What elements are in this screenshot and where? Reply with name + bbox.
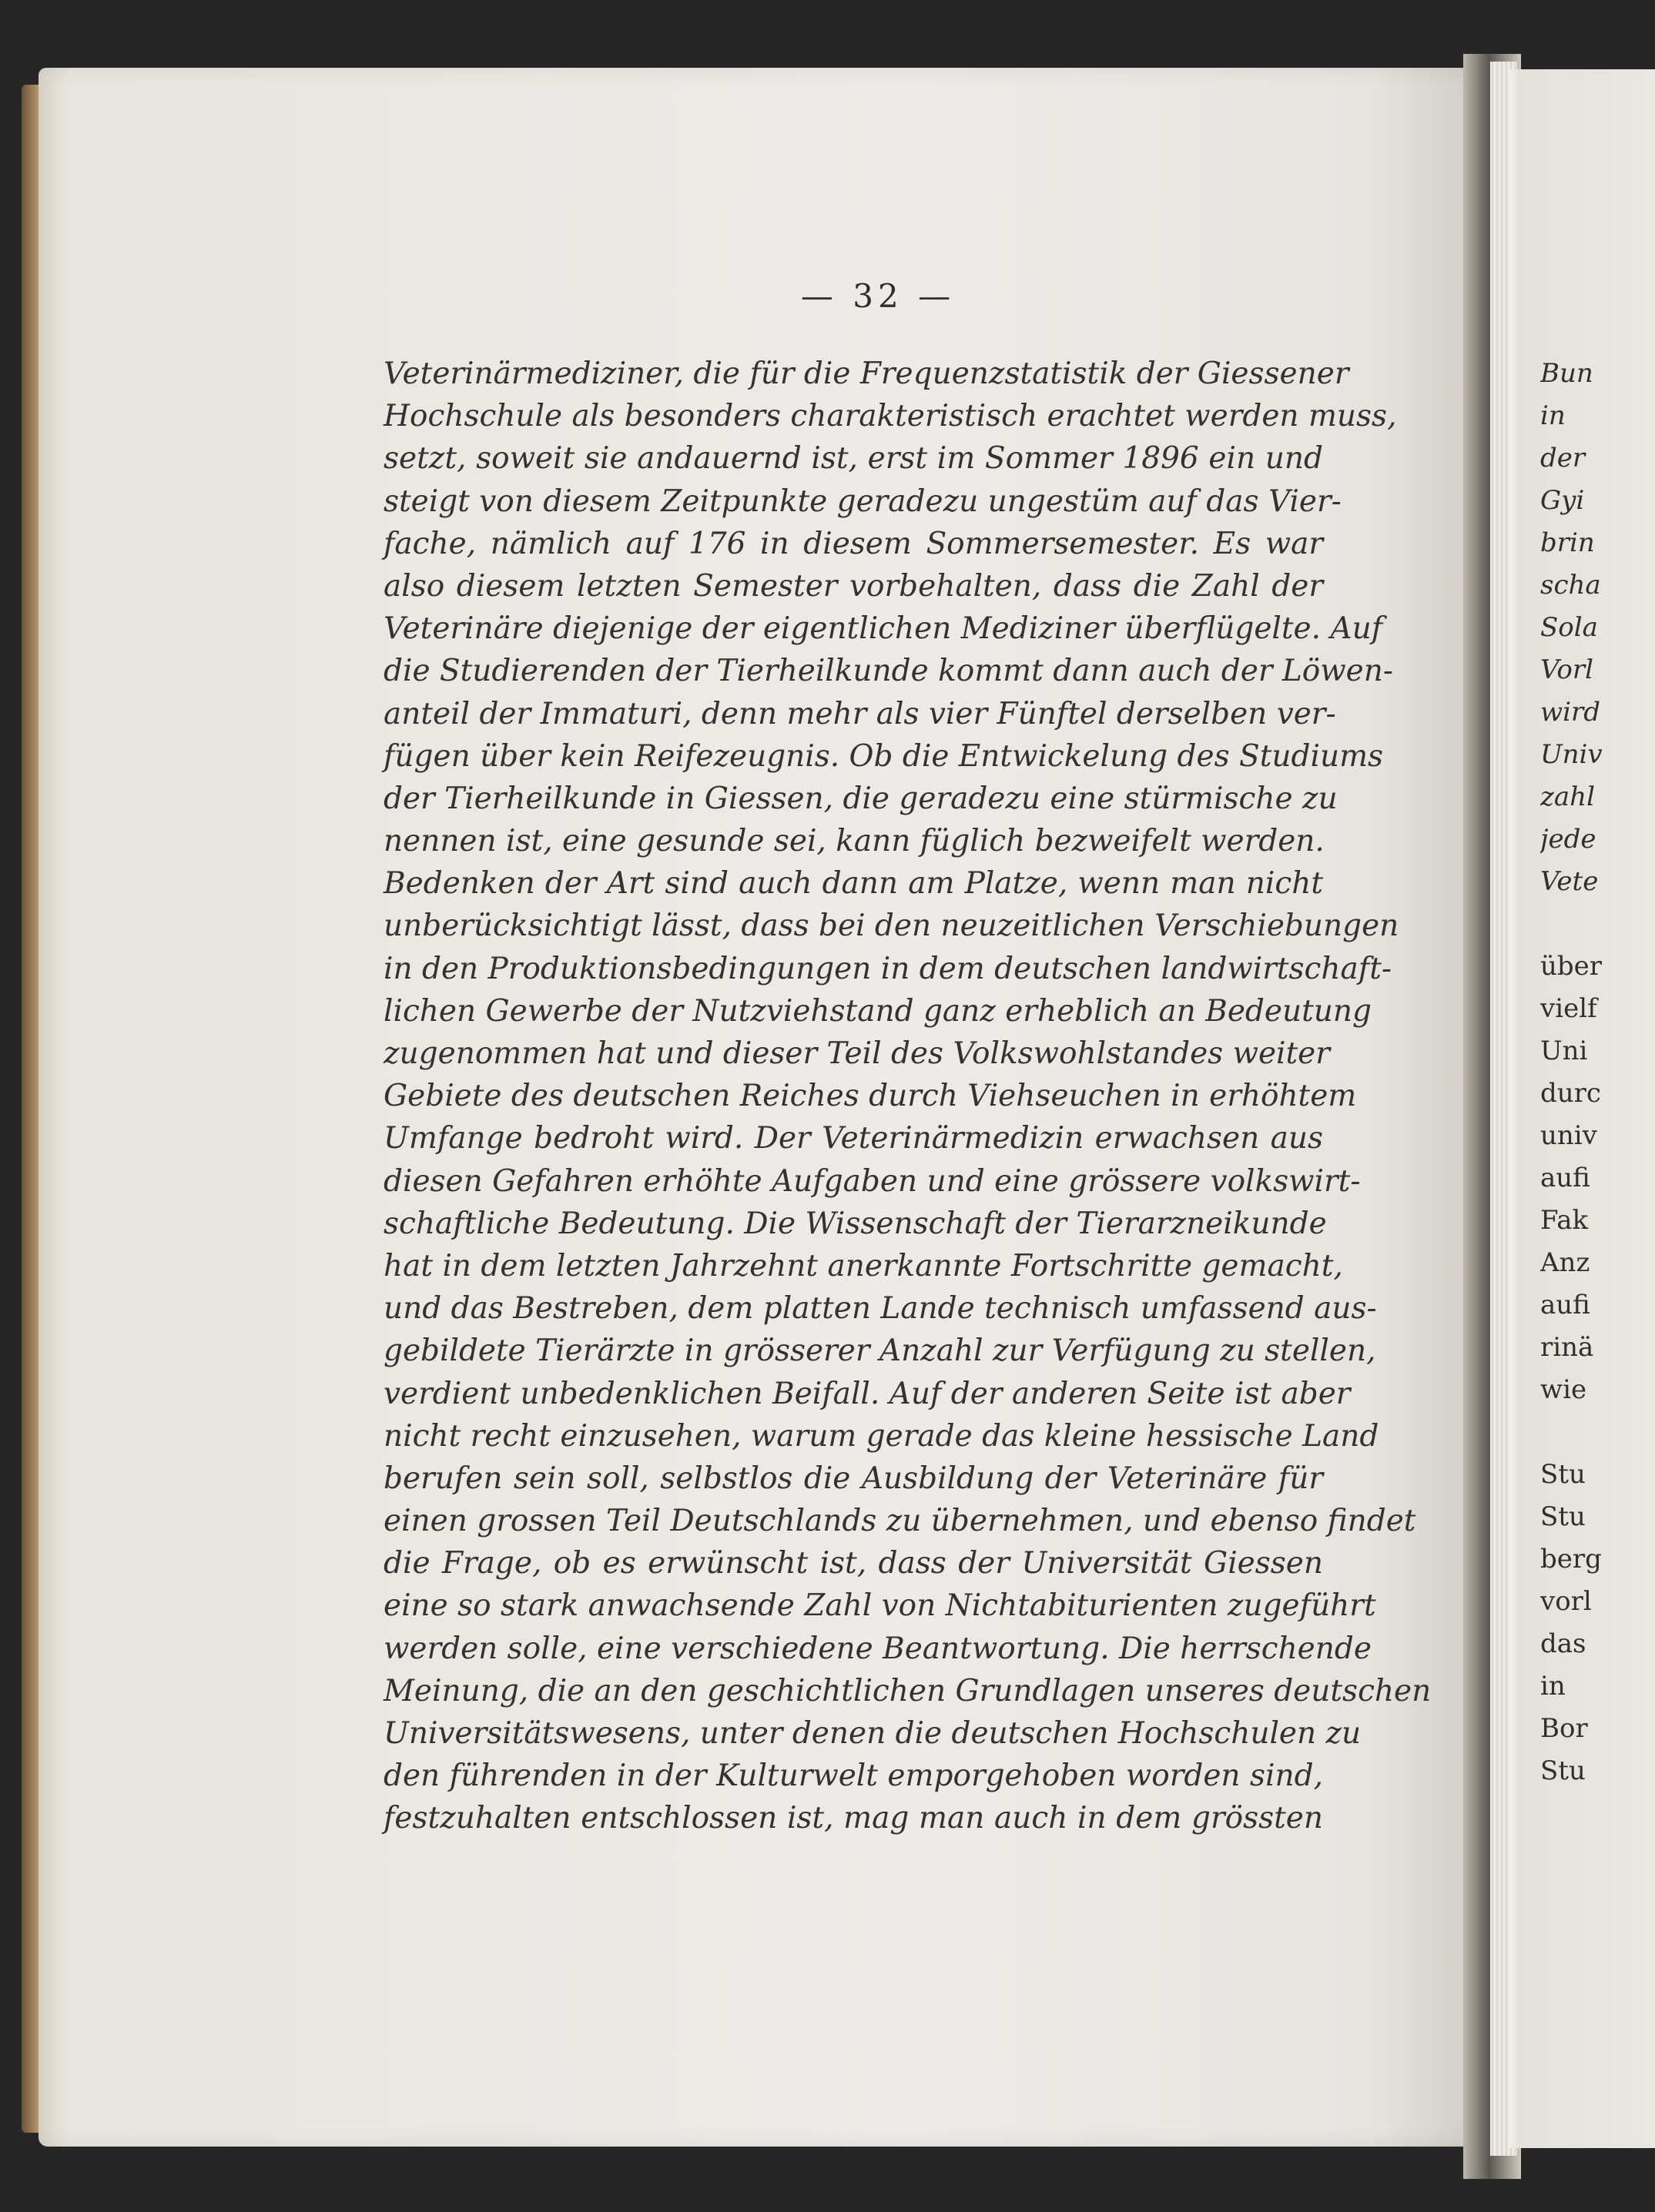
text-line: also diesem letzten Semester vorbehalten, dass die Zahl der: [384, 568, 1323, 604]
facing-page-fragment: scha: [1540, 570, 1601, 601]
text-line: einen grossen Teil Deutschlands zu übernehmen, und ebenso findet: [384, 1504, 1416, 1539]
text-line: diesen Gefahren erhöhte Aufgaben und eine grössere volkswirt-: [384, 1163, 1361, 1199]
text-line: Universitätswesens, unter denen die deutschen Hochschulen zu: [384, 1716, 1362, 1751]
text-line: Bedenken der Art sind auch dann am Platze, wenn man nicht: [384, 866, 1323, 902]
page-number: — 32 —: [800, 277, 956, 315]
facing-page-fragment: Uni: [1540, 1036, 1588, 1066]
text-line: Umfange bedroht wird. Der Veterinärmedizin erwachsen aus: [384, 1121, 1323, 1156]
text-line: Veterinärmediziner, die für die Frequenzstatistik der Giessener: [384, 356, 1349, 391]
text-line: lichen Gewerbe der Nutzviehstand ganz erheblich an Bedeutung: [384, 993, 1372, 1029]
facing-page-fragment: univ: [1540, 1120, 1597, 1151]
facing-page-fragment: Bun: [1540, 358, 1593, 389]
facing-page-fragment: berg: [1540, 1544, 1602, 1575]
facing-page-fragment: vorl: [1540, 1586, 1592, 1617]
facing-page-fragment: Stu: [1540, 1459, 1586, 1490]
facing-page-fragment: wie: [1540, 1374, 1587, 1405]
facing-page-fragment: aufi: [1540, 1163, 1590, 1193]
facing-page-fragment: rinä: [1540, 1332, 1594, 1363]
facing-page-fragment: Bor: [1540, 1713, 1588, 1744]
text-line: fügen über kein Reifezeugnis. Ob die Entwickelung des Studiums: [384, 738, 1384, 774]
text-line: gebildete Tierärzte in grösserer Anzahl zur Verfügung zu stellen,: [384, 1334, 1376, 1369]
text-line: die Studierenden der Tierheilkunde kommt dann auch der Löwen-: [384, 654, 1394, 689]
facing-page-fragment: Stu: [1540, 1501, 1586, 1532]
text-line: festzuhalten entschlossen ist, mag man auch in dem grössten: [384, 1801, 1323, 1836]
text-line: Veterinäre diejenige der eigentlichen Mediziner überflügelte. Auf: [384, 611, 1383, 647]
facing-page-fragment: Vete: [1540, 866, 1599, 897]
text-line: Hochschule als besonders charakteristisch erachtet werden muss,: [384, 399, 1397, 434]
facing-page-fragment: Sola: [1540, 612, 1598, 643]
text-line: nicht recht einzusehen, warum gerade das kleine hessische Land: [384, 1418, 1379, 1454]
facing-page-fragment: brin: [1540, 527, 1595, 558]
text-line: schaftliche Bedeutung. Die Wissenschaft der Tierarzneikunde: [384, 1206, 1327, 1241]
text-line: Gebiete des deutschen Reiches durch Viehseuchen in erhöhtem: [384, 1079, 1357, 1114]
text-line: verdient unbedenklichen Beifall. Auf der anderen Seite ist aber: [384, 1376, 1351, 1411]
facing-page-text: [1540, 353, 1655, 1792]
text-line: unberücksichtigt lässt, dass bei den neuzeitlichen Verschiebungen: [384, 909, 1399, 944]
text-line: Meinung, die an den geschichtlichen Grundlagen unseres deutschen: [384, 1673, 1432, 1708]
facing-page-fragment: Univ: [1540, 739, 1603, 770]
text-line: hat in dem letzten Jahrzehnt anerkannte Fortschritte gemacht,: [384, 1248, 1343, 1283]
facing-page-fragment: über: [1540, 951, 1603, 982]
facing-page-fragment: Fak: [1540, 1205, 1589, 1236]
text-line: berufen sein soll, selbstlos die Ausbildung der Veterinäre für: [384, 1461, 1323, 1496]
facing-page-fragment: in: [1540, 400, 1566, 431]
text-line: die Frage, ob es erwünscht ist, dass der Universität Giessen: [384, 1546, 1323, 1581]
facing-page-fragment: der: [1540, 443, 1586, 474]
facing-page-fragment: Gyi: [1540, 485, 1585, 516]
text-line: der Tierheilkunde in Giessen, die geradezu eine stürmische zu: [384, 781, 1338, 816]
body-text: [384, 353, 1432, 1840]
facing-page-fragment: aufi: [1540, 1290, 1590, 1320]
facing-page-fragment: das: [1540, 1628, 1586, 1659]
facing-page-fragment: Vorl: [1540, 654, 1594, 685]
fragment-spacer: [1540, 903, 1655, 945]
text-line: fache, nämlich auf 176 in diesem Sommersemester. Es war: [384, 526, 1323, 561]
facing-page-fragment: Stu: [1540, 1755, 1586, 1786]
facing-page-fragment: vielf: [1540, 993, 1597, 1024]
facing-page-fragment: durc: [1540, 1078, 1601, 1109]
text-line: den führenden in der Kulturwelt emporgehoben worden sind,: [384, 1759, 1323, 1794]
text-line: eine so stark anwachsende Zahl von Nichtabiturienten zugeführt: [384, 1588, 1376, 1624]
facing-page-fragment: in: [1540, 1671, 1566, 1702]
text-line: zugenommen hat und dieser Teil des Volkswohlstandes weiter: [384, 1036, 1330, 1071]
text-line: und das Bestreben, dem platten Lande technisch umfassend aus-: [384, 1291, 1377, 1327]
text-line: steigt von diesem Zeitpunkte geradezu ungestüm auf das Vier-: [384, 484, 1342, 519]
facing-page-fragment: wird: [1540, 697, 1600, 728]
text-line: werden solle, eine verschiedene Beantwortung. Die herrschende: [384, 1631, 1372, 1666]
text-line: setzt, soweit sie andauernd ist, erst im Sommer 1896 ein und: [384, 441, 1323, 477]
facing-page-fragment: Anz: [1540, 1247, 1590, 1278]
facing-page-fragment: jede: [1540, 824, 1596, 855]
facing-page-fragment: zahl: [1540, 781, 1595, 812]
text-line: nennen ist, eine gesunde sei, kann füglich bezweifelt werden.: [384, 824, 1325, 859]
fragment-spacer: [1540, 1411, 1655, 1454]
text-line: in den Produktionsbedingungen in dem deutschen landwirtschaft-: [384, 951, 1392, 986]
text-line: anteil der Immaturi, denn mehr als vier Fünftel derselben ver-: [384, 696, 1336, 731]
